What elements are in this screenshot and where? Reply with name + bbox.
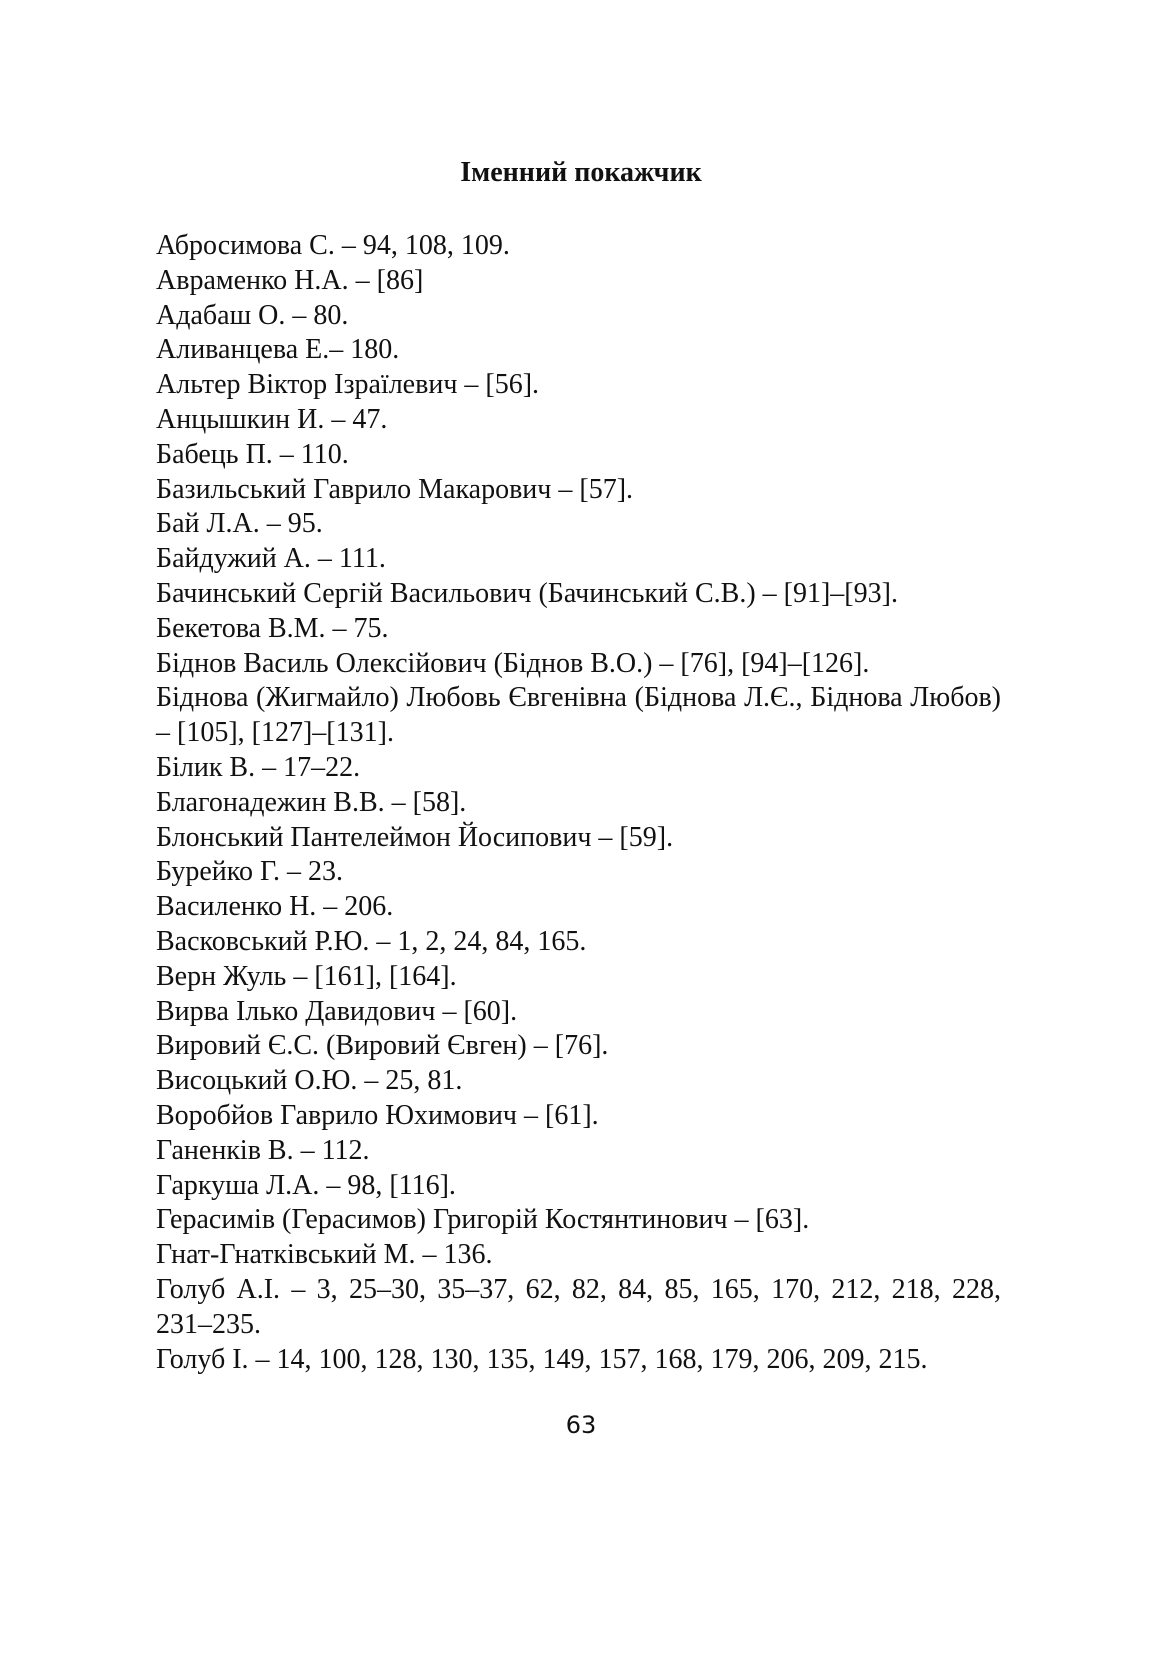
page-title: Іменний покажчик — [460, 157, 702, 188]
index-entry: Анцышкин И. – 47. — [156, 403, 388, 435]
index-entry: Бурейко Г. – 23. — [156, 856, 344, 888]
index-entry: Воробйов Гаврило Юхимович – [61]. — [156, 1099, 599, 1131]
index-entry: Бачинський Сергій Васильович (Бачинський С.В.) – [91]–[93]. — [156, 577, 898, 609]
index-entry: Альтер Віктор Ізраїлевич – [56]. — [156, 369, 540, 401]
name-index-list — [156, 229, 1001, 1377]
index-entry: Верн Жуль – [161], [164]. — [156, 960, 457, 992]
index-entry: Гаркуша Л.А. – 98, [116]. — [156, 1169, 456, 1201]
index-entry: Герасимів (Герасимов) Григорій Костянтинович – [63]. — [156, 1204, 810, 1236]
index-entry: Вировий Є.С. (Вировий Євген) – [76]. — [156, 1030, 609, 1062]
index-entry: Голуб І. – 14, 100, 128, 130, 135, 149, 157, 168, 179, 206, 209, 215. — [156, 1343, 928, 1375]
index-entry: Гнат-Гнатківський М. – 136. — [156, 1239, 493, 1271]
index-entry: Бабець П. – 110. — [156, 438, 349, 470]
index-entry: Адабаш О. – 80. — [156, 299, 349, 331]
index-entry: Аливанцева Е.– 180. — [156, 334, 400, 366]
index-entry: Вирва Ілько Давидович – [60]. — [156, 995, 518, 1027]
index-entry: Біднов Василь Олексійович (Біднов В.О.) – [76], [94]–[126]. — [156, 647, 870, 679]
index-entry: Білик В. – 17–22. — [156, 751, 361, 783]
index-entry: Біднова (Жигмайло) Любовь Євгенівна (Біднова Л.Є., Біднова Любов) – [105], [127]–[131]. — [156, 682, 1001, 749]
page-number: 63 — [565, 1411, 597, 1439]
index-entry: Василенко Н. – 206. — [156, 891, 394, 923]
index-entry: Бекетова В.М. – 75. — [156, 612, 389, 644]
index-entry: Бай Л.А. – 95. — [156, 508, 323, 540]
index-entry: Блонський Пантелеймон Йосипович – [59]. — [156, 821, 674, 853]
index-entry: Голуб А.І. – 3, 25–30, 35–37, 62, 82, 84, 85, 165, 170, 212, 218, 228, 231–235. — [156, 1273, 1001, 1340]
index-entry: Ганенків В. – 112. — [156, 1134, 370, 1166]
index-entry: Авраменко Н.А. – [86] — [156, 264, 424, 296]
index-entry: Васковський Р.Ю. – 1, 2, 24, 84, 165. — [156, 925, 587, 957]
index-entry: Абросимова С. – 94, 108, 109. — [156, 230, 510, 261]
index-entry: Висоцький О.Ю. – 25, 81. — [156, 1065, 463, 1097]
index-entry: Базильський Гаврило Макарович – [57]. — [156, 473, 634, 505]
index-entry: Байдужий А. – 111. — [156, 543, 386, 575]
index-entry: Благонадежин В.В. – [58]. — [156, 786, 467, 818]
